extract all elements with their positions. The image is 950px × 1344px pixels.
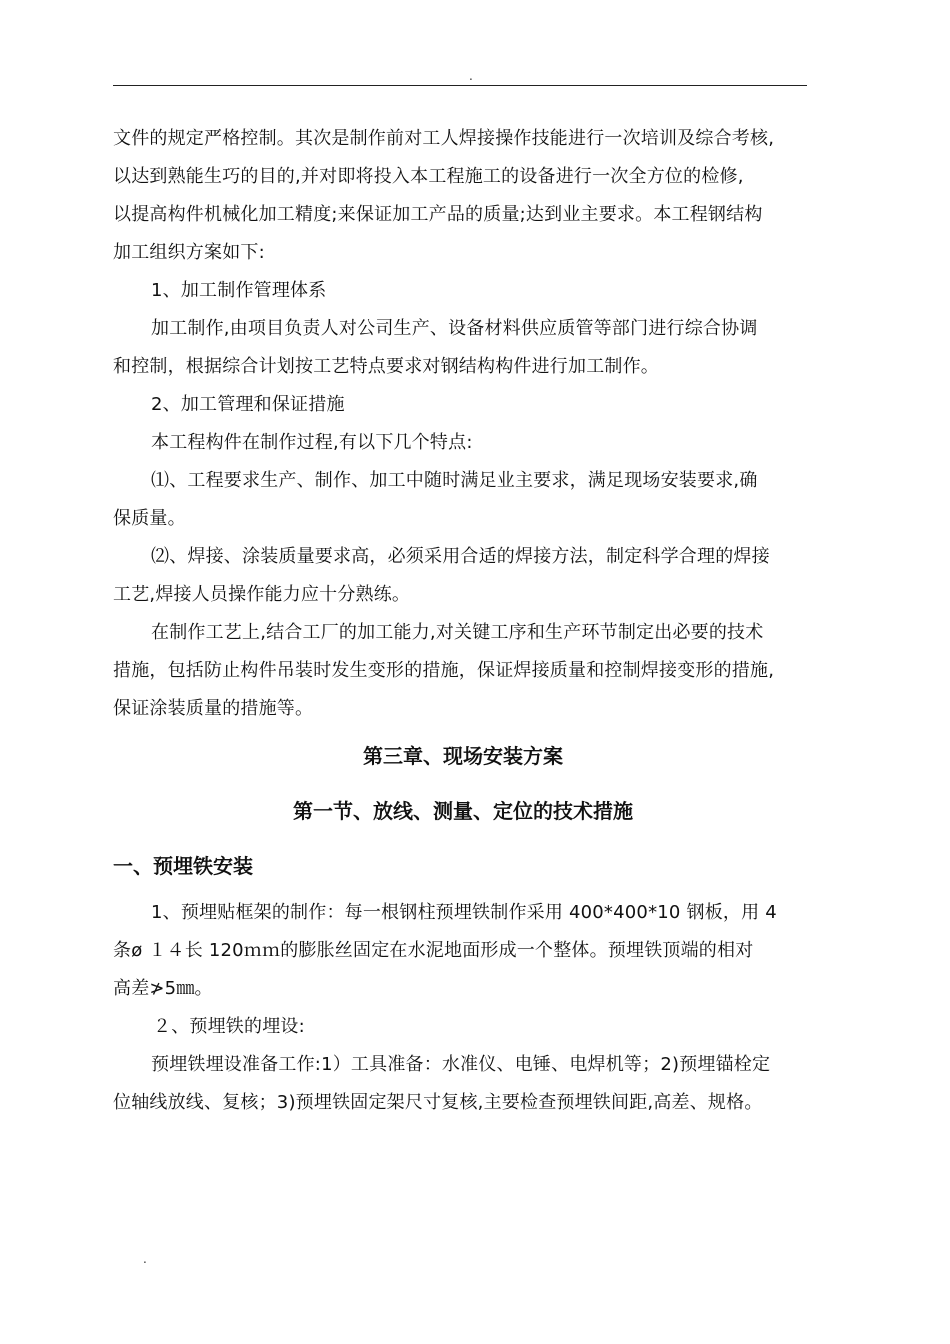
item-title-embedding: ２、预埋铁的埋设: bbox=[153, 1016, 305, 1037]
section-title: 第一节、放线、测量、定位的技术措施 bbox=[293, 799, 633, 823]
sub-item-line: 保质量。 bbox=[113, 508, 186, 529]
sub-item-line: ⑴、工程要求生产、制作、加工中随时满足业主要求，满足现场安装要求,确 bbox=[151, 470, 758, 491]
paragraph-line: 本工程构件在制作过程,有以下几个特点: bbox=[151, 432, 473, 453]
sub-item-line: ⑵、焊接、涂装质量要求高，必须采用合适的焊接方法，制定科学合理的焊接 bbox=[151, 546, 770, 567]
paragraph-line: 和控制，根据综合计划按工艺特点要求对钢结构构件进行加工制作。 bbox=[113, 356, 659, 377]
header-rule bbox=[113, 85, 807, 86]
paragraph-line: 以达到熟能生巧的目的,并对即将投入本工程施工的设备进行一次全方位的检修, bbox=[113, 166, 744, 187]
header-dot: . bbox=[469, 69, 473, 83]
footer-dot: . bbox=[143, 1252, 147, 1266]
paragraph-line: 1、预埋贴框架的制作：每一根钢柱预埋铁制作采用 400*400*10 钢板，用 4 bbox=[151, 902, 777, 923]
item-title-processing-management: 2、加工管理和保证措施 bbox=[151, 394, 345, 415]
paragraph-line: 加工组织方案如下: bbox=[113, 242, 265, 263]
paragraph-line: 以提高构件机械化加工精度;来保证加工产品的质量;达到业主要求。本工程钢结构 bbox=[113, 204, 763, 225]
paragraph-line: 位轴线放线、复核；3)预埋铁固定架尺寸复核,主要检查预埋铁间距,高差、规格。 bbox=[113, 1092, 763, 1113]
paragraph-line: 文件的规定严格控制。其次是制作前对工人焊接操作技能进行一次培训及综合考核, bbox=[113, 128, 775, 149]
sub-item-line: 工艺,焊接人员操作能力应十分熟练。 bbox=[113, 584, 411, 605]
subsection-heading: 一、预埋铁安装 bbox=[113, 854, 253, 878]
chapter-title: 第三章、现场安装方案 bbox=[363, 744, 563, 768]
paragraph-line: 在制作工艺上,结合工厂的加工能力,对关键工序和生产环节制定出必要的技术 bbox=[151, 622, 764, 643]
paragraph-line: 预埋铁埋设准备工作:1）工具准备：水准仪、电锤、电焊机等；2)预埋锚栓定 bbox=[151, 1054, 771, 1075]
paragraph-line: 措施，包括防止构件吊装时发生变形的措施，保证焊接质量和控制焊接变形的措施, bbox=[113, 660, 775, 681]
item-title-processing-system: 1、加工制作管理体系 bbox=[151, 280, 327, 301]
paragraph-line: 加工制作,由项目负责人对公司生产、设备材料供应质管等部门进行综合协调 bbox=[151, 318, 758, 339]
document-body bbox=[113, 120, 813, 1122]
paragraph-line: 保证涂装质量的措施等。 bbox=[113, 698, 314, 719]
paragraph-line: 高差≯5㎜。 bbox=[113, 978, 213, 999]
paragraph-line: 条ø １４长 120ｍｍ的膨胀丝固定在水泥地面形成一个整体。预埋铁顶端的相对 bbox=[113, 940, 754, 961]
